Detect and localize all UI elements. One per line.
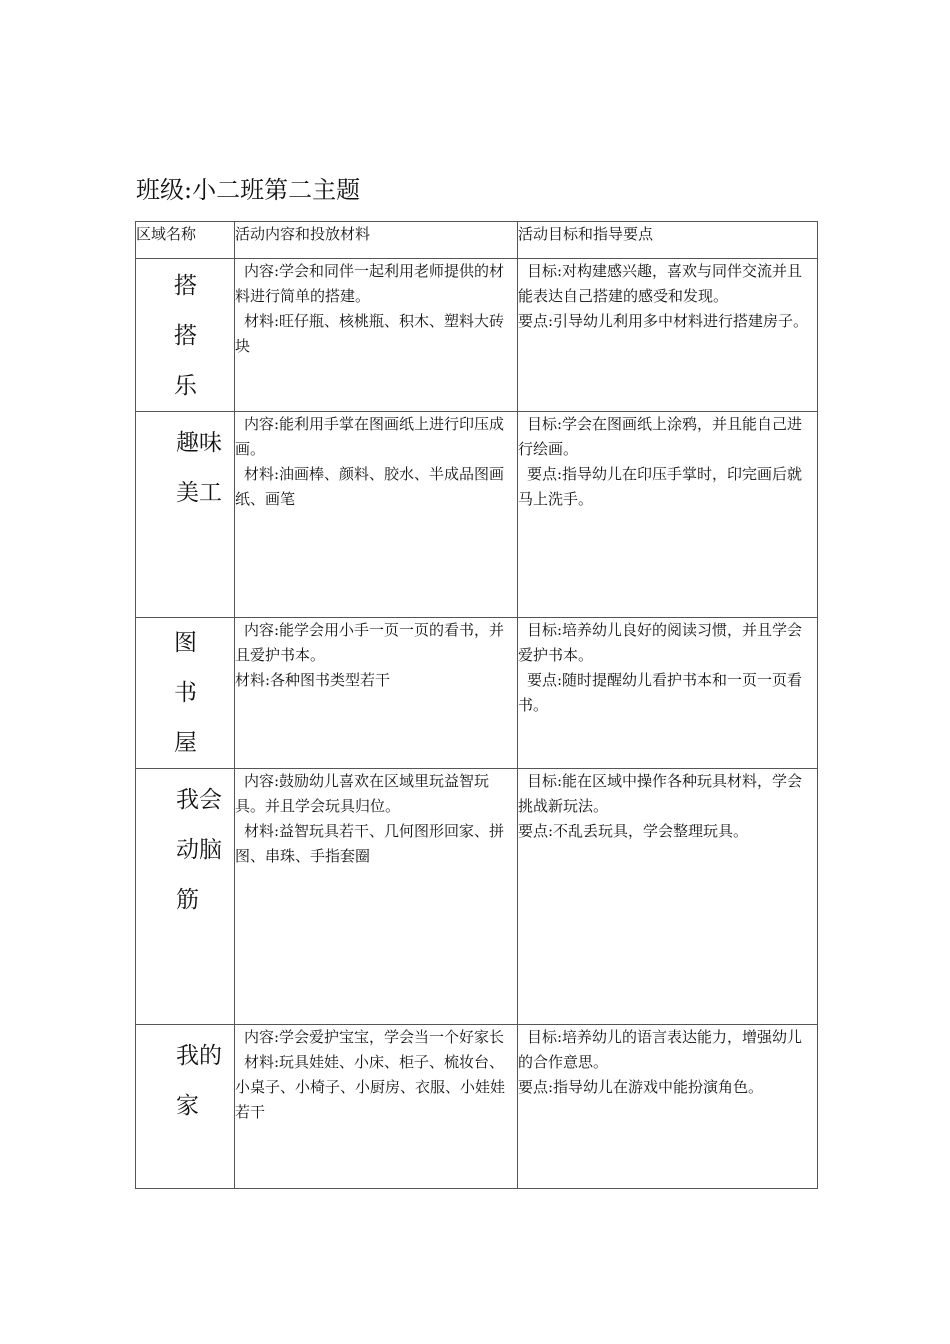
material-text: 材料:玩具娃娃、小床、柜子、梳妆台、小桌子、小椅子、小厨房、衣服、小娃娃若干 xyxy=(235,1053,506,1121)
content-cell xyxy=(235,259,518,412)
goal-cell xyxy=(518,618,818,769)
point-text: 要点:指导幼儿在印压手掌时，印完画后就马上洗手。 xyxy=(518,465,803,508)
area-name-line: 书 xyxy=(174,680,197,706)
area-name-line: 美工 xyxy=(176,480,222,506)
point-text: 要点:不乱丢玩具，学会整理玩具。 xyxy=(518,822,749,840)
table-row xyxy=(136,259,818,412)
header-goals-points: 活动目标和指导要点 xyxy=(518,222,818,259)
goal-text: 目标:学会在图画纸上涂鸦，并且能自己进行绘画。 xyxy=(518,415,803,458)
goal-cell xyxy=(518,412,818,618)
content-cell xyxy=(235,1025,518,1189)
goal-cell xyxy=(518,1025,818,1189)
material-text: 材料:益智玩具若干、几何图形回家、拼图、串珠、手指套圈 xyxy=(235,822,505,865)
area-name-cell xyxy=(136,618,235,769)
content-text: 内容:能利用手掌在图画纸上进行印压成画。 xyxy=(235,415,505,458)
area-name-cell xyxy=(136,412,235,618)
goal-text: 目标:培养幼儿良好的阅读习惯，并且学会爱护书本。 xyxy=(518,621,803,664)
goal-cell xyxy=(518,259,818,412)
table-row xyxy=(136,412,818,618)
area-name-line: 动脑 xyxy=(176,837,222,863)
point-text: 要点:引导幼儿利用多中材料进行搭建房子。 xyxy=(518,312,809,330)
content-cell xyxy=(235,618,518,769)
area-name-line: 搭 xyxy=(174,323,197,349)
table-header-row xyxy=(136,222,818,259)
area-name-line: 图 xyxy=(174,630,197,656)
table-row xyxy=(136,1025,818,1189)
goal-text: 目标:培养幼儿的语言表达能力，增强幼儿的合作意思。 xyxy=(518,1028,803,1071)
header-content-materials: 活动内容和投放材料 xyxy=(235,222,518,259)
content-text: 内容:鼓励幼儿喜欢在区域里玩益智玩具。并且学会玩具归位。 xyxy=(235,772,490,815)
content-cell xyxy=(235,769,518,1025)
activity-table xyxy=(135,221,818,1189)
point-text: 要点:指导幼儿在游戏中能扮演角色。 xyxy=(518,1078,764,1096)
goal-cell xyxy=(518,769,818,1025)
area-name-line: 屋 xyxy=(174,730,197,756)
material-text: 材料:各种图书类型若干 xyxy=(235,671,391,689)
content-cell xyxy=(235,412,518,618)
goal-text: 目标:能在区域中操作各种玩具材料，学会挑战新玩法。 xyxy=(518,772,803,815)
material-text: 材料:旺仔瓶、核桃瓶、积木、塑料大砖块 xyxy=(235,312,505,355)
area-name-line: 乐 xyxy=(174,373,197,399)
area-name-cell xyxy=(136,1025,235,1189)
content-text: 内容:学会和同伴一起利用老师提供的材料进行简单的搭建。 xyxy=(235,262,505,305)
table-row xyxy=(136,618,818,769)
header-area-name: 区域名称 xyxy=(136,222,235,259)
area-name-cell xyxy=(136,769,235,1025)
content-text: 内容:能学会用小手一页一页的看书，并且爱护书本。 xyxy=(235,621,505,664)
table-row xyxy=(136,769,818,1025)
content-text: 内容:学会爱护宝宝，学会当一个好家长 xyxy=(244,1028,505,1046)
area-name-line: 筋 xyxy=(176,887,199,913)
area-name-line: 我会 xyxy=(176,787,222,813)
material-text: 材料:油画棒、颜料、胶水、半成品图画纸、画笔 xyxy=(235,465,505,508)
point-text: 要点:随时提醒幼儿看护书本和一页一页看书。 xyxy=(518,671,803,714)
area-name-line: 趣味 xyxy=(176,430,222,456)
area-name-cell xyxy=(136,259,235,412)
goal-text: 目标:对构建感兴趣，喜欢与同伴交流并且能表达自己搭建的感受和发现。 xyxy=(518,262,803,305)
area-name-line: 搭 xyxy=(174,273,197,299)
area-name-line: 我的 xyxy=(176,1043,222,1069)
area-name-line: 家 xyxy=(176,1093,199,1119)
page-title: 班级:小二班第二主题 xyxy=(136,176,361,204)
